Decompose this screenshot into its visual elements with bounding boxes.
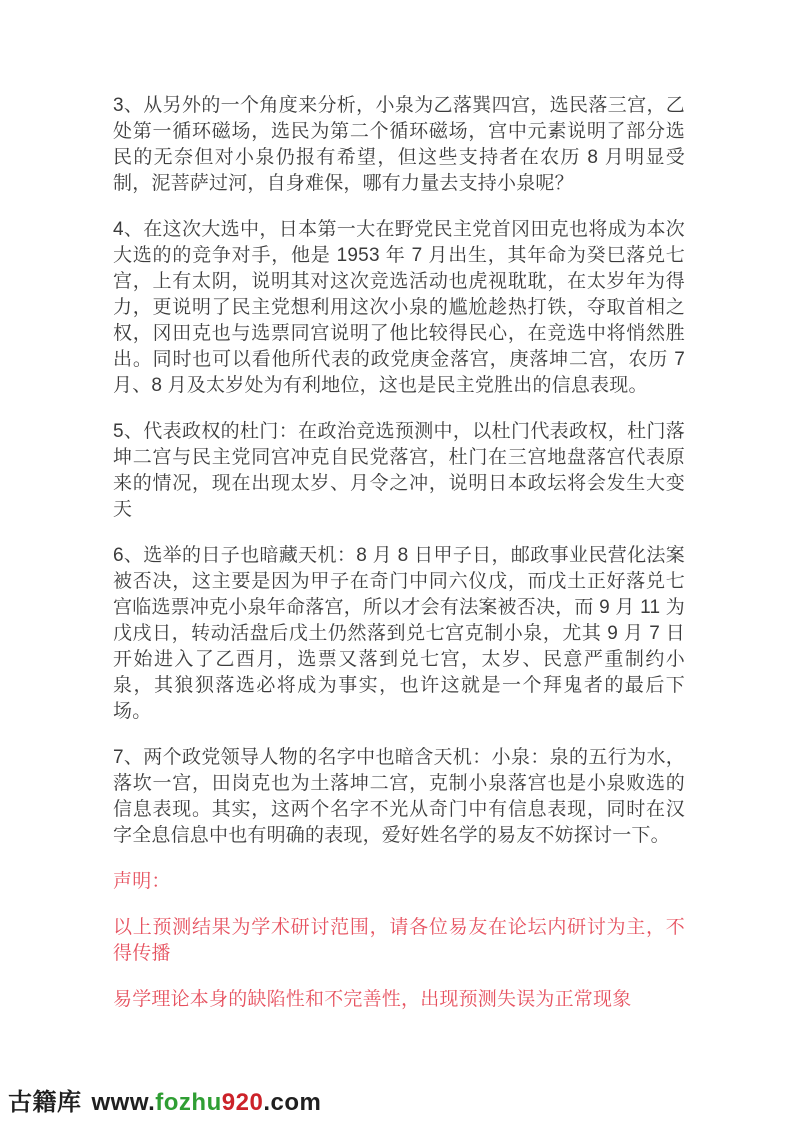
site-name-text: 古籍库	[8, 1089, 82, 1116]
document-body	[113, 93, 685, 1033]
notice-paragraph-1: 以上预测结果为学术研讨范围，请各位易友在论坛内研讨为主，不得传播	[113, 917, 685, 964]
site-url-fozhu: fozhu	[155, 1089, 222, 1116]
site-url-920: 920	[221, 1089, 264, 1116]
paragraph-3: 3、从另外的一个角度来分析，小泉为乙落巽四宫，选民落三宫，乙处第一循环磁场，选民为第二个循环磁场，宫中元素说明了部分选民的无奈但对小泉仍报有希望，但这些支持者在农历 8 月明显受制，泥菩萨过河，自身难保，哪有力量去支持小泉呢？	[113, 95, 685, 194]
site-url-com: .com	[263, 1089, 322, 1116]
notice-heading: 声明：	[113, 871, 171, 892]
site-url-www: www.	[91, 1089, 156, 1116]
footer-watermark	[8, 1082, 321, 1117]
disclaimer-notice	[113, 869, 685, 1013]
notice-paragraph-2: 易学理论本身的缺陷性和不完善性，出现预测失误为正常现象	[113, 989, 632, 1010]
paragraph-5: 5、代表政权的杜门：在政治竞选预测中，以杜门代表政权，杜门落坤二宫与民主党同宫冲克自民党落宫，杜门在三宫地盘落宫代表原来的情况，现在出现太岁、月令之冲，说明日本政坛将会发生大变天	[113, 421, 685, 520]
paragraph-7: 7、两个政党领导人物的名字中也暗含天机：小泉：泉的五行为水，落坎一宫，田岗克也为土落坤二宫，克制小泉落宫也是小泉败选的信息表现。其实，这两个名字不光从奇门中有信息表现，同时在汉字全息信息中也有明确的表现，爱好姓名学的易友不妨探讨一下。	[113, 747, 685, 846]
paragraph-6: 6、选举的日子也暗藏天机：8 月 8 日甲子日，邮政事业民营化法案被否决，这主要是因为甲子在奇门中同六仪戊，而戊土正好落兑七宫临选票冲克小泉年命落宫，所以才会有法案被否决，而 9 月 11 为戊戌日，转动活盘后戊土仍然落到兑七宫克制小泉，尤其 9 月 7 日开始进入了乙酉月，选票又落到兑七宫，太岁、民意严重制约小泉，其狼狈落选必将成为事实，也许这就是一个拜鬼者的最后下场。	[113, 545, 685, 722]
paragraph-4: 4、在这次大选中，日本第一大在野党民主党首冈田克也将成为本次大选的的竞争对手，他是 1953 年 7 月出生，其年命为癸巳落兑七宫，上有太阴，说明其对这次竞选活动也虎视耽耽，在太岁年为得力，更说明了民主党想利用这次小泉的尴尬趁热打铁，夺取首相之权，冈田克也与选票同宫说明了他比较得民心，在竞选中将悄然胜出。同时也可以看他所代表的政党庚金落宫，庚落坤二宫，农历 7 月、8 月及太岁处为有利地位，这也是民主党胜出的信息表现。	[113, 219, 685, 396]
